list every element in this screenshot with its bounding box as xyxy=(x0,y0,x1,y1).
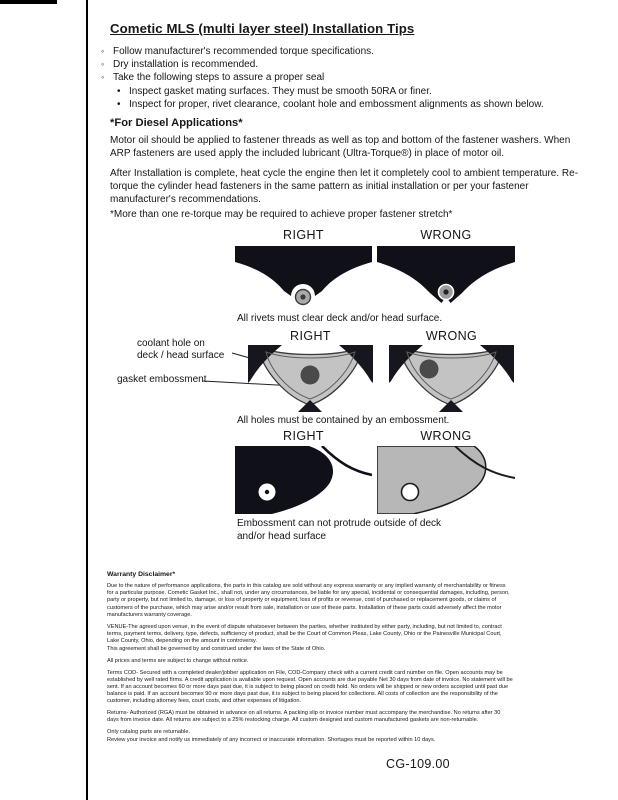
right-label: RIGHT xyxy=(283,429,324,443)
warranty-paragraph: Only catalog parts are returnable. xyxy=(107,728,191,735)
tip-text: Dry installation is recommended. xyxy=(113,59,259,71)
bolt-hole-center xyxy=(265,490,269,494)
annotation-line: coolant hole on xyxy=(137,338,205,349)
gasket-shape xyxy=(235,446,333,514)
rivet-center xyxy=(443,289,448,294)
hole-right-graphic xyxy=(248,345,373,412)
embossment-caption-line1: Embossment can not protrude outside of deck xyxy=(237,518,442,529)
embossment-caption xyxy=(237,517,441,543)
wrong-label: WRONG xyxy=(420,429,472,443)
tip-sub-item xyxy=(117,98,593,111)
bullet-icon: • xyxy=(117,98,121,110)
wrong-label: WRONG xyxy=(420,228,472,242)
page-title: Cometic MLS (multi layer steel) Installation Tips xyxy=(110,21,415,36)
tip-sub-item xyxy=(117,85,593,98)
rivet-center xyxy=(300,294,305,299)
warranty-paragraph: Terms COD- Secured with a completed dealer/jobber application on File, COD-Company check with a current credit card number on file. Open accounts may be established by well rated firms. A credit application is available upon request. Open accounts are due payable Net 30 days from date of invoice. No statement will be sent. If an account becomes 60 or more days past due, it is subject to being placed on credit hold. No orders will be shipped or new orders accepted until past due balance is paid. If an account becomes 90 or more days past due, it is subject to being placed for collections. All costs of collection are the responsibility of the customer, including attorney fees, court costs, and other expenses of litigation. xyxy=(107,669,513,705)
diesel-applications-heading: *For Diesel Applications* xyxy=(110,117,243,129)
tip-item xyxy=(101,45,593,58)
warranty-paragraph: Due to the nature of performance applications, the parts in this catalog are sold without any express warranty or any implied warranty of merchantability or fitness for a particular purpose. Cometic Gasket Inc., shall not, under any circumstances, be liable for any special, incidental or consequential damages, including, person, party or property, but not limited to, damage, or loss of property or equipment, loss of profits or revenue, cost of purchased or replacement goods, or claims of customers of the purchase, which may arise and/or result from sale, installation or use of these parts. Installation of these parts could adversely affect the motor manufacturers warranty coverage. xyxy=(107,583,510,618)
embossment-right-graphic xyxy=(235,446,372,514)
tip-text: Follow manufacturer's recommended torque specifications. xyxy=(113,46,374,57)
warranty-paragraph: Returns- Authorized (RGA) must be obtained in advance on all returns. A packing slip or invoice number must accompany the merchandise. No returns after 30 days from invoice date. All returns are subject to a 25% restocking charge. All custom designed and custom manufactured gaskets are non-returnable. xyxy=(107,710,501,724)
diagram-rivet-right xyxy=(235,246,372,315)
bullet-icon: • xyxy=(117,85,121,97)
annotation-line: deck / head surface xyxy=(137,350,225,361)
gasket-layer-shape xyxy=(235,246,372,296)
coolant-hole xyxy=(301,366,320,385)
page-code: CG-109.00 xyxy=(386,757,450,771)
tip-item xyxy=(101,58,593,71)
diagram-hole-wrong xyxy=(389,345,514,417)
tip-item xyxy=(101,71,593,84)
bullet-icon: ◦ xyxy=(101,72,105,83)
tip-text: Inspect gasket mating surfaces. They must be smooth 50RA or finer. xyxy=(129,85,432,97)
page-edge-line xyxy=(86,0,88,800)
retorque-note: *More than one re-torque may be required to achieve proper fastener stretch* xyxy=(110,209,453,220)
diagram-hole-right xyxy=(248,345,373,417)
rivet-right-graphic xyxy=(235,246,372,310)
warranty-paragraph: This agreement shall be governed by and construed under the laws of the State of Ohio. xyxy=(107,646,326,653)
hole-wrong-graphic xyxy=(389,345,514,412)
bullet-icon: ◦ xyxy=(101,46,105,56)
right-label: RIGHT xyxy=(283,228,324,242)
installation-tips-list xyxy=(101,45,593,111)
rivet-wrong-graphic xyxy=(377,246,515,310)
rivet-caption: All rivets must clear deck and/or head surface. xyxy=(237,313,443,324)
tip-text: Take the following steps to assure a proper seal xyxy=(113,72,325,84)
diagram-embossment-wrong xyxy=(377,446,515,519)
scan-corner-mark xyxy=(0,0,57,4)
bolt-hole xyxy=(402,484,419,501)
bullet-icon: ◦ xyxy=(101,59,105,70)
diesel-paragraph-1: Motor oil should be applied to fastener threads as well as top and bottom of the fastener washers. When ARP fasteners are used apply the included lubricant (Ultra-Torque®) in place of motor oil. xyxy=(110,135,571,160)
warranty-disclaimer xyxy=(107,571,513,749)
gasket-web-shape xyxy=(399,347,504,405)
warranty-paragraph: Review your invoice and notify us immediately of any incorrect or inaccurate information. Shortages must be reported within 10 days. xyxy=(107,737,436,744)
right-label: RIGHT xyxy=(290,329,331,343)
warranty-paragraph: All prices and terms are subject to change without notice. xyxy=(107,657,249,664)
coolant-hole xyxy=(420,360,439,379)
embossment-caption-line2: and/or head surface xyxy=(237,531,326,542)
diagram-embossment-right xyxy=(235,446,372,519)
diagram-rivet-wrong xyxy=(377,246,515,315)
embossment-wrong-graphic xyxy=(377,446,515,514)
diesel-paragraph-2: After Installation is complete, heat cycle the engine then let it completely cool to ambient temperature. Re-torque the cylinder head fasteners in the same pattern as initial installation or per your fastener manufacturer's recommendations. xyxy=(110,168,579,206)
warranty-paragraph: VENUE-The agreed upon venue, in the event of dispute whatsoever between the parties, whether instituted by either party, including, but not limited to, contract terms, payment terms, delivery, type, defects, sufficiency of product, shall be the Court of Common Pleas, Lake County, Ohio or the Painesville Municipal Court, Lake County, Ohio, depending on the amount in controversy. xyxy=(107,623,502,644)
tip-text: Inspect for proper, rivet clearance, coolant hole and embossment alignments as shown below. xyxy=(129,98,544,110)
gasket-shape xyxy=(377,446,486,514)
warranty-heading: Warranty Disclaimer* xyxy=(107,571,176,578)
wrong-label: WRONG xyxy=(425,329,478,343)
holes-caption: All holes must be contained by an embossment. xyxy=(237,415,450,426)
embossment-annotation: gasket embossment xyxy=(117,374,207,385)
